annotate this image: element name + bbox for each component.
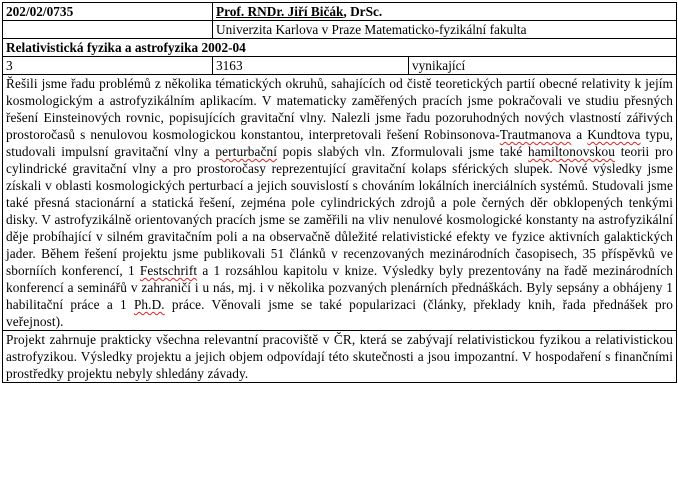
grant-report-sheet [2, 2, 676, 477]
investigator-name: Prof. RNDr. Jiří Bičák [216, 4, 344, 19]
spellcheck-word: Kundtova [587, 127, 641, 142]
spellcheck-word: Ph.D. [133, 297, 165, 312]
evaluation-row [3, 57, 677, 75]
evaluation-grade: vynikající [409, 57, 677, 75]
grant-header-row [3, 3, 677, 21]
principal-investigator [213, 3, 677, 21]
spellcheck-word: hamiltonovskou [527, 144, 616, 159]
commentary-row [3, 331, 677, 383]
institution-row [3, 21, 677, 39]
results-text-part: práce. Věnovali jsme se také popularizaci (články, překlady knih, řada přednášek pro veřejnost). [6, 297, 674, 329]
results-text-part: teorii pro cylindrické gravitační vlny a pro prostoročasy reprezentující gravitační kolaps sférických slupek. Nové výsledky jsme získali v oblasti kosmologických perturbací a jejich souvislostí s chováním lokálních inerciálních systémů. Studovali jsme také přesná stacionární a statická řešení, zejména pole cylindrických zdrojů a pole černých děr obklopených tenkými disky. V astrofyzikálně orientovaných pracích jsme se zaměřili na vliv nenulové kosmologické konstanty na astrofyzikální děje probíhající v silném gravitačním poli a na observačně důležité relativistické efekty ve fyzice aktivních galaktických jader. Během řešení projektu jsme publikovali 51 článků v recenzovaných mezinárodních časopisech, 35 příspěvků ve sborníích konferencí, 1 [6, 144, 674, 278]
results-text-part: a 1 rozsáhlou kapitolu v knize. Výsledky byly prezentovány na řadě mezinárodních konferencí a seminářů v zahraničí i u nás, mj. i v několika pozvaných plenárních přednáškách. Byly sepsány a obhájeny 1 habilitační práce a 1 [6, 263, 674, 312]
evaluation-code: 3 [3, 57, 213, 75]
institution-spacer [3, 21, 213, 39]
project-title: Relativistická fyzika a astrofyzika 2002-04 [3, 39, 677, 57]
results-summary [3, 75, 677, 331]
spellcheck-word: Festschrift [139, 263, 198, 278]
grant-report-table [2, 2, 677, 383]
investigator-suffix: , DrSc. [343, 4, 383, 19]
grant-number: 202/02/0735 [3, 3, 213, 21]
results-text-part: popis slabých vln. Zformulovali jsme také [277, 144, 528, 159]
spellcheck-word: perturbační [215, 144, 278, 159]
results-text-part: a [571, 127, 588, 142]
institution-name: Univerzita Karlova v Praze Matematicko-fyzikální fakulta [213, 21, 677, 39]
project-title-row [3, 39, 677, 57]
results-row [3, 75, 677, 331]
results-text-part: Řešili jsme řadu problémů z několika tématických okruhů, sahajících od čistě teoretických partií obecné relativity k jejím kosmologickým a astrofyzikálním aplikacím. V matematicky zaměřených pracích jsme pokračovali ve studiu přesných řešení Einsteinových rovnic, popisujících gravitační vlny. Nalezli jsme řadu pozoruhodných nových vlastností zářivých prostoročasů s nenulovou kosmologickou konstantou, interpretovali řešení Robinsonova- [6, 76, 674, 142]
evaluation-commentary: Projekt zahrnuje prakticky všechna relevantní pracoviště v ČR, která se zabývají relativistickou fyzikou a relativistickou astrofyzikou. Výsledky projektu a jejich objem odpovídají této skutečnosti a jsou impozantní. V hospodaření s finančními prostředky projektu nebyly shledány závady. [3, 331, 677, 383]
field-code: 3163 [213, 57, 409, 75]
spellcheck-word: Trautmanova [499, 127, 572, 142]
results-text-part: typu, studovali impulsní gravitační vlny a [6, 127, 674, 159]
